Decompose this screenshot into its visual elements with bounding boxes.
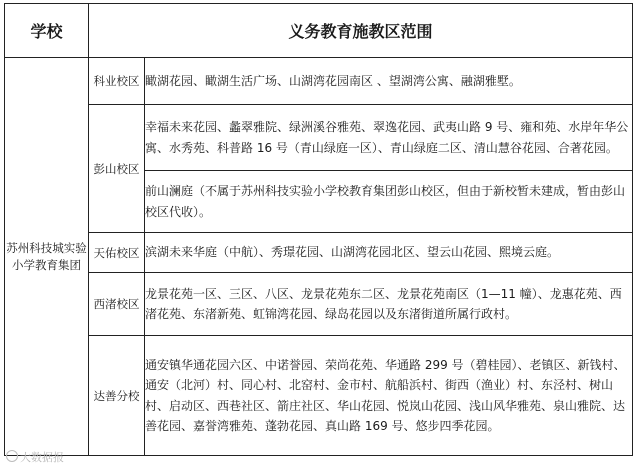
watermark-logo-icon [6,450,18,462]
campus-xizhu: 西渚校区 [89,273,145,336]
range-tianyou: 滨湖未来华庭（中航）、秀璟花园、山湖湾花园北区、望云山花园、熙境云庭。 [145,233,633,273]
range-pengshan-2: 前山澜庭（不属于苏州科技实验小学校教育集团彭山校区，但由于新校暂未建成，暂由彭山校区代收）。 [145,171,633,233]
range-dashan: 通安镇华通花园六区、中诺誉园、荣尚花苑、华通路 299 号（碧桂园）、老镇区、新钱村、通安（北河）村、同心村、北窑村、金市村、航船浜村、街西（渔业）村、东泾村、树山村、启动区、西巷社区、箭庄社区、华山花园、悦岚山花园、浅山风华雅苑、泉山雅院、达善花园、嘉誉湾雅苑、蓬勃花园、真山路 169 号、悠步四季花园。 [145,336,633,456]
campus-tianyou: 天佑校区 [89,233,145,273]
campus-dashan: 达善分校 [89,336,145,456]
campus-keye: 科业校区 [89,58,145,105]
school-name-cell: 苏州科技城实验小学教育集团 [5,58,89,456]
table-row [5,58,633,105]
table-row [5,273,633,336]
watermark [6,449,64,465]
header-school: 学校 [5,4,89,58]
header-row [5,4,633,58]
header-range: 义务教育施教区范围 [89,4,633,58]
range-keye: 瞰湖花园、瞰湖生活广场、山湖湾花园南区 、望湖湾公寓、融湖雅墅。 [145,58,633,105]
table-row [5,105,633,171]
table-row [5,336,633,456]
range-pengshan-1: 幸福未来花园、蠡翠雅院、绿洲溪谷雅苑、翠逸花园、武夷山路 9 号、雍和苑、水岸年华公寓、水秀苑、科普路 16 号（青山绿庭一区）、青山绿庭二区、清山慧谷花园、合著花园。 [145,105,633,171]
range-xizhu: 龙景花苑一区、三区、八区、龙景花苑东二区、龙景花苑南区（1—11 幢）、龙惠花苑、西渚花苑、东渚新苑、虹锦湾花园、绿岛花园以及东渚街道所属行政村。 [145,273,633,336]
campus-pengshan: 彭山校区 [89,105,145,233]
watermark-text: 大数据报 [20,451,64,464]
table-row [5,233,633,273]
district-table [4,3,633,456]
